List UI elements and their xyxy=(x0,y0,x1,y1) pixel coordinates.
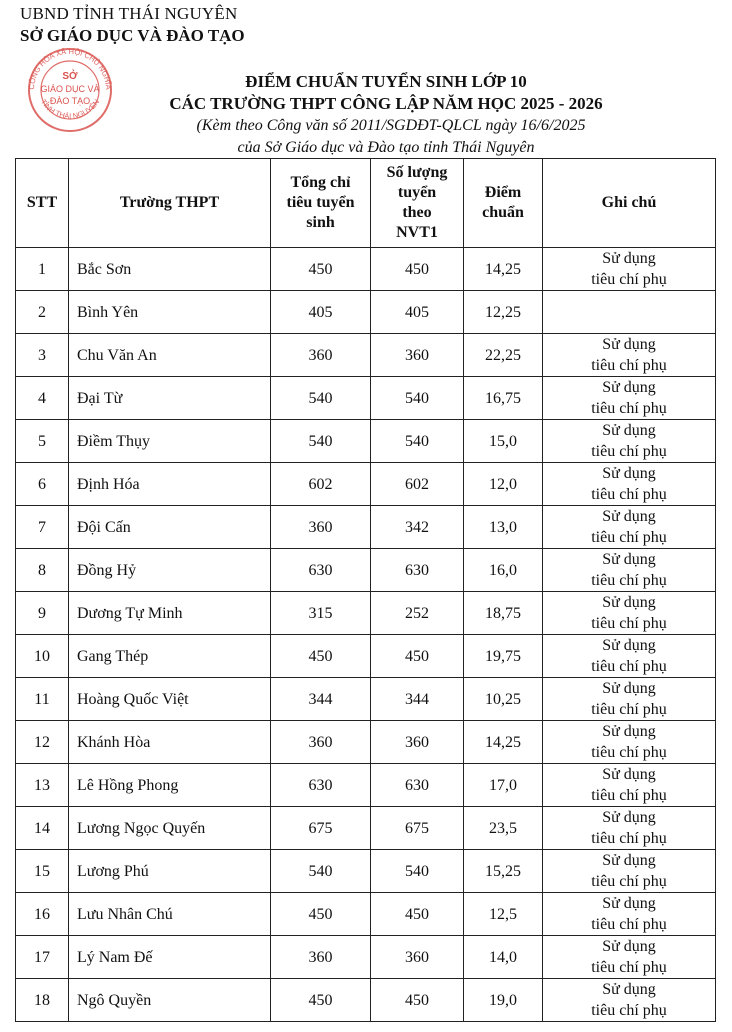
cell-nv1: 450 xyxy=(371,635,464,678)
note-line: Sử dụng xyxy=(602,422,656,439)
table-row xyxy=(16,334,716,377)
cell-quota: 360 xyxy=(271,506,371,549)
cell-quota: 602 xyxy=(271,463,371,506)
table-row xyxy=(16,893,716,936)
table-row xyxy=(16,807,716,850)
cell-stt: 4 xyxy=(16,377,69,420)
table-row xyxy=(16,936,716,979)
note-line: tiêu chí phụ xyxy=(591,271,667,288)
note-line: Sử dụng xyxy=(602,336,656,353)
note-line: tiêu chí phụ xyxy=(591,615,667,632)
table-row xyxy=(16,420,716,463)
header-score: Điểm chuẩn xyxy=(464,159,543,248)
cell-nv1: 450 xyxy=(371,893,464,936)
cell-school: Ngô Quyền xyxy=(69,979,271,1022)
note-line: Sử dụng xyxy=(602,981,656,998)
cell-nv1: 540 xyxy=(371,850,464,893)
cell-stt: 5 xyxy=(16,420,69,463)
table-row xyxy=(16,463,716,506)
cell-stt: 7 xyxy=(16,506,69,549)
seal-center-2: GIÁO DỤC VÀ xyxy=(40,84,100,94)
cell-stt: 1 xyxy=(16,248,69,291)
cell-school: Lý Nam Đế xyxy=(69,936,271,979)
note-line: tiêu chí phụ xyxy=(591,357,667,374)
table-row xyxy=(16,291,716,334)
table-row xyxy=(16,506,716,549)
cell-score: 12,0 xyxy=(464,463,543,506)
cell-stt: 14 xyxy=(16,807,69,850)
table-row xyxy=(16,592,716,635)
cell-note xyxy=(543,850,716,893)
table-row xyxy=(16,850,716,893)
table-header-row xyxy=(16,159,716,248)
cell-note xyxy=(543,893,716,936)
cell-stt: 18 xyxy=(16,979,69,1022)
cell-quota: 540 xyxy=(271,850,371,893)
cell-score: 18,75 xyxy=(464,592,543,635)
cell-note xyxy=(543,764,716,807)
cell-stt: 17 xyxy=(16,936,69,979)
note-line: Sử dụng xyxy=(602,723,656,740)
cell-quota: 360 xyxy=(271,721,371,764)
cell-stt: 12 xyxy=(16,721,69,764)
cell-nv1: 360 xyxy=(371,721,464,764)
cell-stt: 8 xyxy=(16,549,69,592)
cell-quota: 344 xyxy=(271,678,371,721)
cell-school: Lưu Nhân Chú xyxy=(69,893,271,936)
cell-note xyxy=(543,420,716,463)
cell-stt: 3 xyxy=(16,334,69,377)
cell-score: 22,25 xyxy=(464,334,543,377)
cell-score: 19,0 xyxy=(464,979,543,1022)
cell-school: Đồng Hỷ xyxy=(69,549,271,592)
note-line: Sử dụng xyxy=(602,895,656,912)
note-line: Sử dụng xyxy=(602,766,656,783)
document-title-line-1: ĐIỂM CHUẨN TUYỂN SINH LỚP 10 xyxy=(245,72,527,91)
cell-school: Đại Từ xyxy=(69,377,271,420)
cell-stt: 6 xyxy=(16,463,69,506)
table-row xyxy=(16,635,716,678)
cell-school: Khánh Hòa xyxy=(69,721,271,764)
cell-score: 15,25 xyxy=(464,850,543,893)
cell-note xyxy=(543,463,716,506)
cell-quota: 540 xyxy=(271,420,371,463)
cell-quota: 675 xyxy=(271,807,371,850)
cell-score: 16,75 xyxy=(464,377,543,420)
table-row xyxy=(16,721,716,764)
cell-score: 12,5 xyxy=(464,893,543,936)
note-line: tiêu chí phụ xyxy=(591,787,667,804)
cell-note xyxy=(543,291,716,334)
cell-stt: 11 xyxy=(16,678,69,721)
note-line: tiêu chí phụ xyxy=(591,744,667,761)
org-line-2: SỞ GIÁO DỤC VÀ ĐÀO TẠO xyxy=(20,26,245,45)
cell-score: 14,25 xyxy=(464,721,543,764)
document-subtitle-line-1: (Kèm theo Công văn số 2011/SGDĐT-QLCL ngày 16/6/2025 xyxy=(196,117,586,134)
cell-school: Điềm Thụy xyxy=(69,420,271,463)
cell-school: Lương Ngọc Quyến xyxy=(69,807,271,850)
cell-stt: 2 xyxy=(16,291,69,334)
cell-nv1: 540 xyxy=(371,420,464,463)
cell-nv1: 360 xyxy=(371,936,464,979)
header-school: Trường THPT xyxy=(69,159,271,248)
header-quota: Tổng chỉ tiêu tuyển sinh xyxy=(271,159,371,248)
cell-nv1: 630 xyxy=(371,549,464,592)
cell-quota: 450 xyxy=(271,893,371,936)
note-line: Sử dụng xyxy=(602,465,656,482)
note-line: tiêu chí phụ xyxy=(591,873,667,890)
cell-quota: 630 xyxy=(271,549,371,592)
seal-center-3: ĐÀO TẠO xyxy=(49,96,91,106)
table-row xyxy=(16,377,716,420)
note-line: tiêu chí phụ xyxy=(591,486,667,503)
note-line: Sử dụng xyxy=(602,637,656,654)
cell-nv1: 602 xyxy=(371,463,464,506)
cell-nv1: 252 xyxy=(371,592,464,635)
cell-note xyxy=(543,592,716,635)
cell-score: 10,25 xyxy=(464,678,543,721)
note-line: Sử dụng xyxy=(602,508,656,525)
header-stt: STT xyxy=(16,159,69,248)
note-line: tiêu chí phụ xyxy=(591,572,667,589)
cell-nv1: 344 xyxy=(371,678,464,721)
note-line: Sử dụng xyxy=(602,938,656,955)
cell-nv1: 405 xyxy=(371,291,464,334)
cell-score: 14,0 xyxy=(464,936,543,979)
cell-school: Định Hóa xyxy=(69,463,271,506)
table-row xyxy=(16,979,716,1022)
note-line: tiêu chí phụ xyxy=(591,701,667,718)
note-line: tiêu chí phụ xyxy=(591,443,667,460)
cell-nv1: 675 xyxy=(371,807,464,850)
cell-note xyxy=(543,635,716,678)
cell-quota: 540 xyxy=(271,377,371,420)
cell-nv1: 342 xyxy=(371,506,464,549)
cell-school: Hoàng Quốc Việt xyxy=(69,678,271,721)
note-line: Sử dụng xyxy=(602,551,656,568)
table-row xyxy=(16,764,716,807)
seal-center-1: SỞ xyxy=(62,71,78,82)
cell-nv1: 360 xyxy=(371,334,464,377)
cell-school: Lê Hồng Phong xyxy=(69,764,271,807)
cell-score: 23,5 xyxy=(464,807,543,850)
document-subtitle-line-2: của Sở Giáo dục và Đào tạo tỉnh Thái Nguyên xyxy=(237,139,535,156)
cell-note xyxy=(543,506,716,549)
cell-school: Bình Yên xyxy=(69,291,271,334)
cell-quota: 630 xyxy=(271,764,371,807)
note-line: Sử dụng xyxy=(602,852,656,869)
cell-note xyxy=(543,936,716,979)
cell-score: 19,75 xyxy=(464,635,543,678)
cell-stt: 16 xyxy=(16,893,69,936)
cell-score: 17,0 xyxy=(464,764,543,807)
note-line: tiêu chí phụ xyxy=(591,959,667,976)
cell-stt: 15 xyxy=(16,850,69,893)
document-title-line-2: CÁC TRƯỜNG THPT CÔNG LẬP NĂM HỌC 2025 - 2026 xyxy=(169,94,603,113)
note-line: Sử dụng xyxy=(602,680,656,697)
note-line: tiêu chí phụ xyxy=(591,529,667,546)
header-note: Ghi chú xyxy=(543,159,716,248)
cell-school: Bắc Sơn xyxy=(69,248,271,291)
seal-text-top: CÔNG HÒA XÃ HỘI CHỦ NGHĨA xyxy=(26,46,114,90)
cell-score: 15,0 xyxy=(464,420,543,463)
table-row xyxy=(16,549,716,592)
cell-score: 16,0 xyxy=(464,549,543,592)
cell-note xyxy=(543,549,716,592)
cell-quota: 360 xyxy=(271,334,371,377)
table-row xyxy=(16,678,716,721)
header-nv1: Số lượng tuyển theo NVT1 xyxy=(371,159,464,248)
cell-nv1: 450 xyxy=(371,979,464,1022)
cell-quota: 360 xyxy=(271,936,371,979)
cell-quota: 315 xyxy=(271,592,371,635)
cell-school: Gang Thép xyxy=(69,635,271,678)
cell-nv1: 540 xyxy=(371,377,464,420)
cell-quota: 450 xyxy=(271,248,371,291)
org-line-1: UBND TỈNH THÁI NGUYÊN xyxy=(20,4,238,23)
cell-note xyxy=(543,248,716,291)
cell-stt: 10 xyxy=(16,635,69,678)
cell-quota: 450 xyxy=(271,635,371,678)
cell-note xyxy=(543,334,716,377)
cell-nv1: 630 xyxy=(371,764,464,807)
admission-score-table xyxy=(15,158,716,1022)
note-line: tiêu chí phụ xyxy=(591,658,667,675)
cell-note xyxy=(543,678,716,721)
cell-score: 14,25 xyxy=(464,248,543,291)
cell-quota: 450 xyxy=(271,979,371,1022)
cell-note xyxy=(543,377,716,420)
cell-nv1: 450 xyxy=(371,248,464,291)
cell-score: 13,0 xyxy=(464,506,543,549)
cell-quota: 405 xyxy=(271,291,371,334)
note-line: tiêu chí phụ xyxy=(591,400,667,417)
cell-school: Chu Văn An xyxy=(69,334,271,377)
note-line: Sử dụng xyxy=(602,250,656,267)
cell-school: Đội Cấn xyxy=(69,506,271,549)
cell-note xyxy=(543,979,716,1022)
note-line: tiêu chí phụ xyxy=(591,830,667,847)
cell-stt: 13 xyxy=(16,764,69,807)
cell-school: Dương Tự Minh xyxy=(69,592,271,635)
seal-text-bottom: TỈNH THÁI NGUYÊN xyxy=(38,97,102,121)
cell-school: Lương Phú xyxy=(69,850,271,893)
cell-score: 12,25 xyxy=(464,291,543,334)
cell-stt: 9 xyxy=(16,592,69,635)
cell-note xyxy=(543,807,716,850)
note-line: tiêu chí phụ xyxy=(591,1002,667,1019)
cell-note xyxy=(543,721,716,764)
note-line: Sử dụng xyxy=(602,379,656,396)
note-line: Sử dụng xyxy=(602,594,656,611)
note-line: Sử dụng xyxy=(602,809,656,826)
note-line: tiêu chí phụ xyxy=(591,916,667,933)
table-row xyxy=(16,248,716,291)
